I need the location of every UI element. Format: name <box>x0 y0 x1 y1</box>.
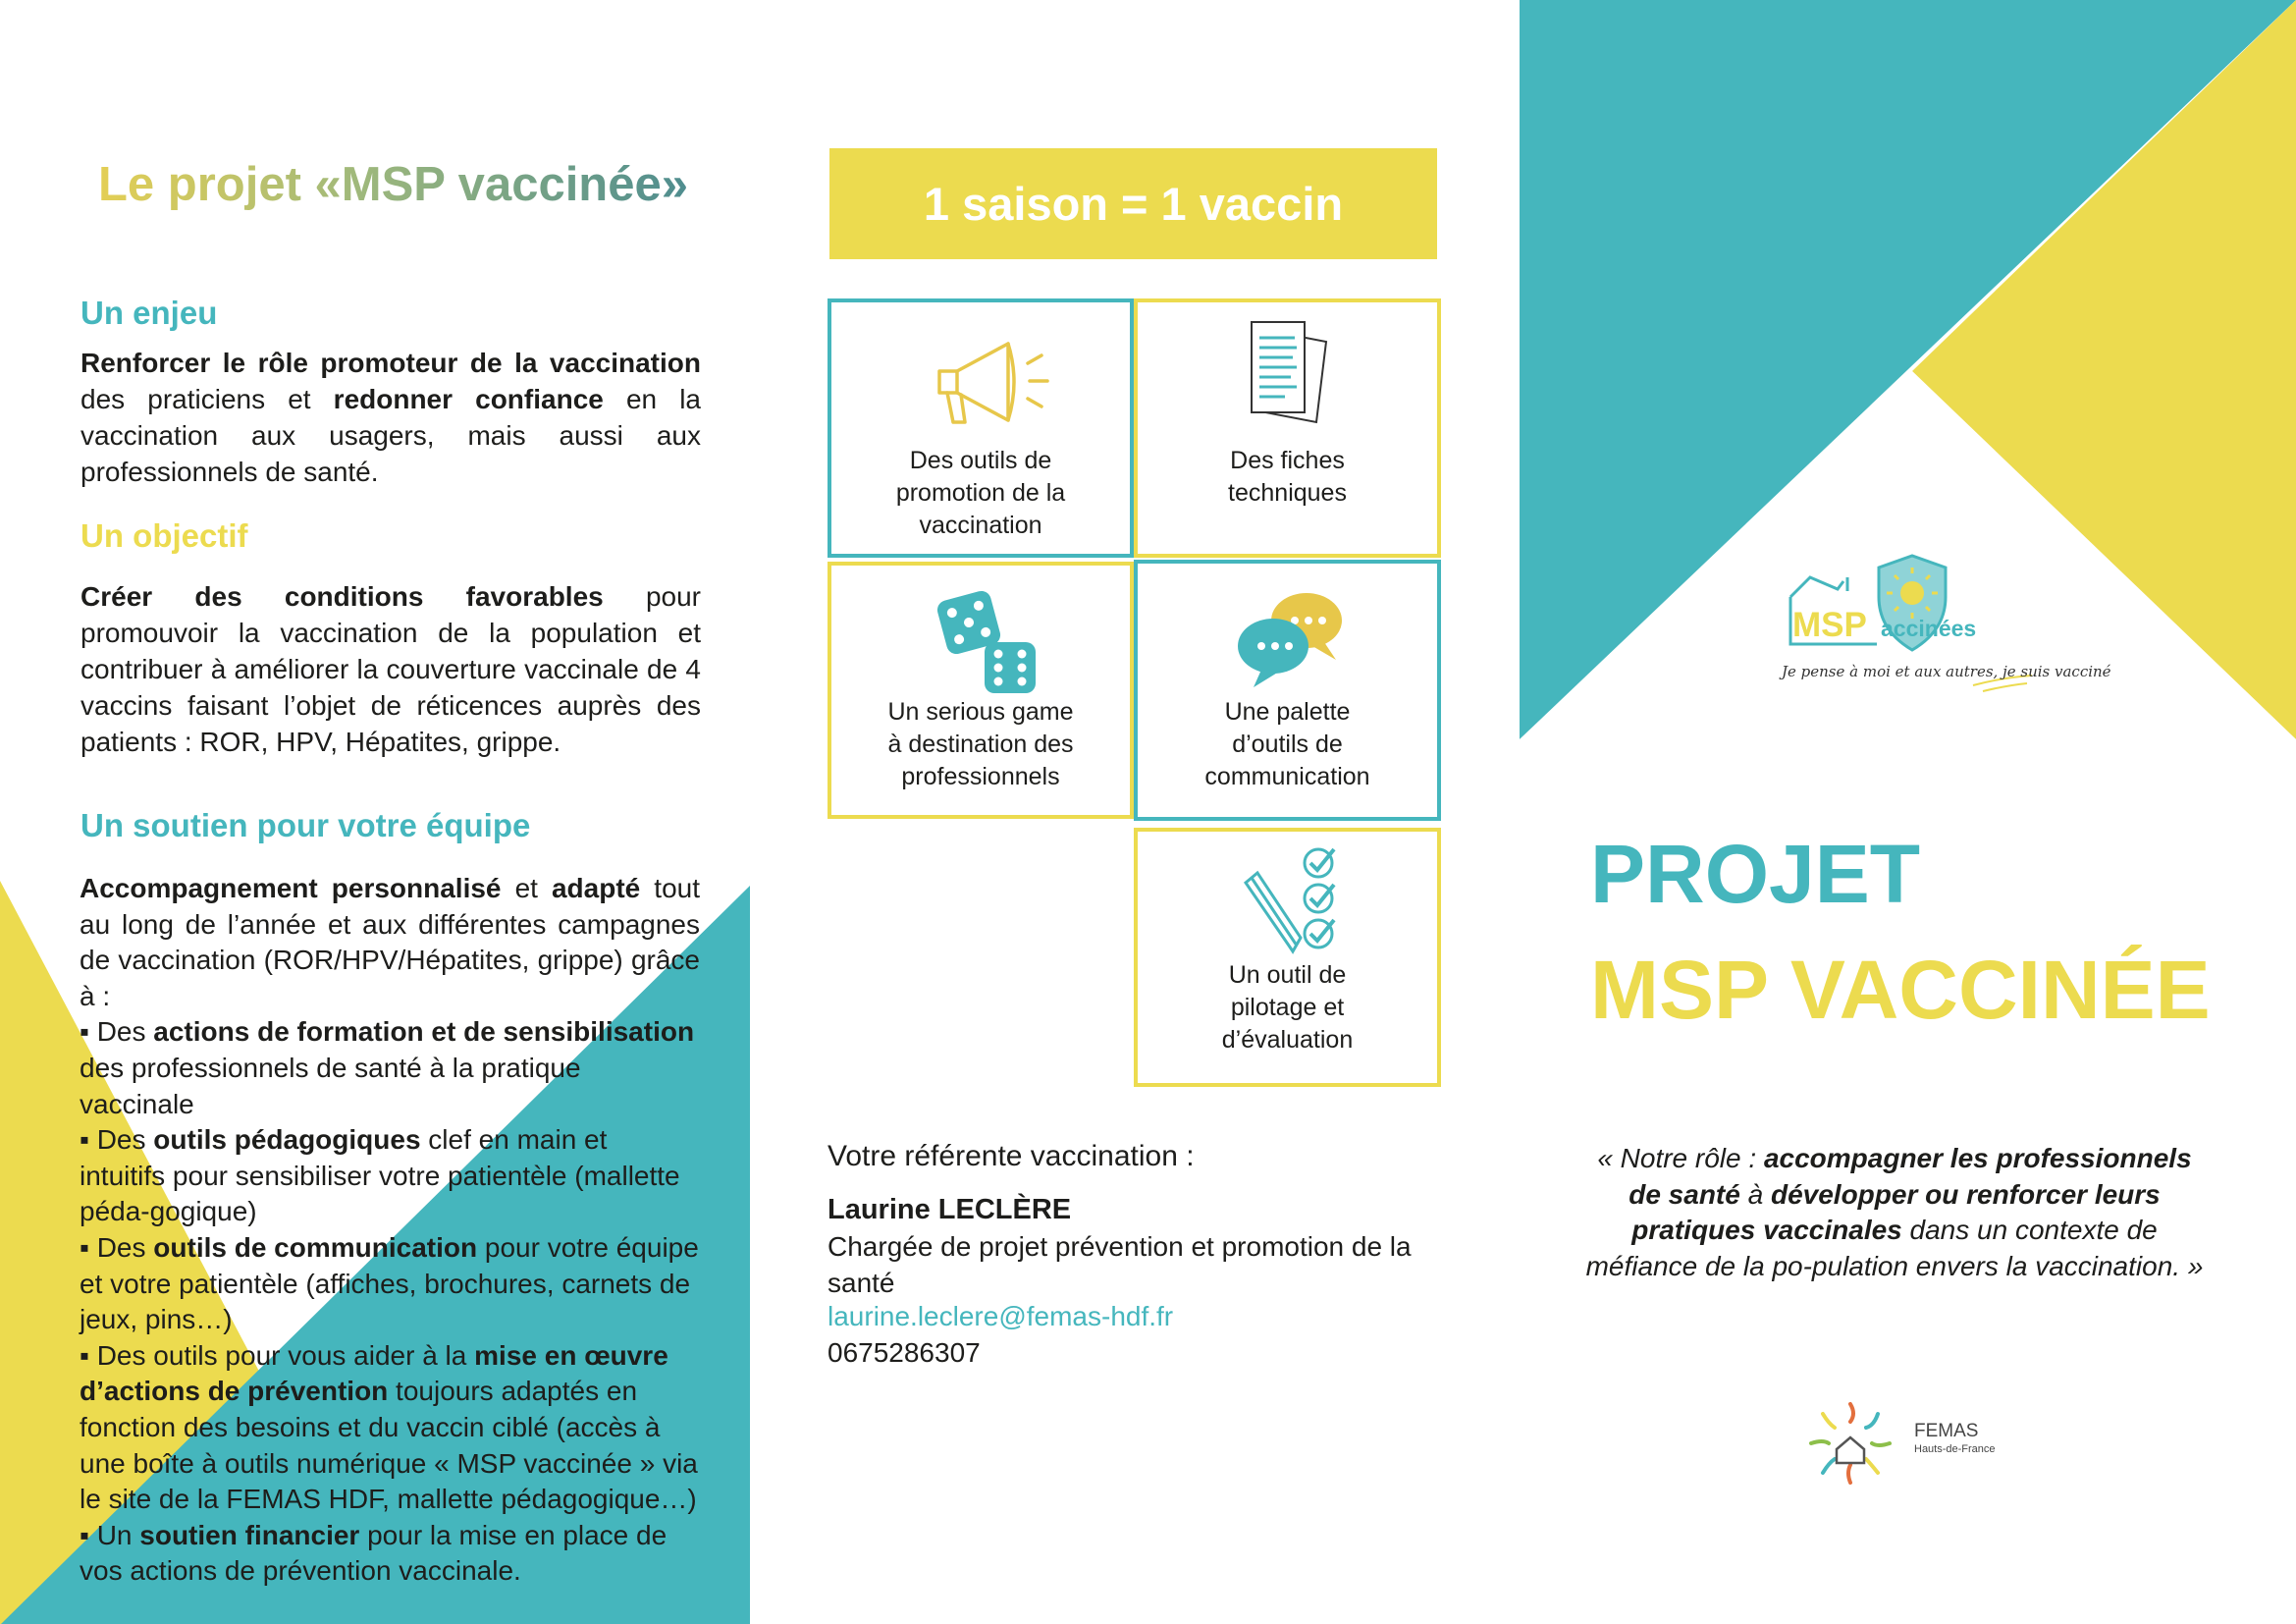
contact-name: Laurine LECLÈRE <box>828 1194 1072 1225</box>
checklist-icon <box>1236 843 1344 961</box>
megaphone-icon <box>930 324 1057 432</box>
objectif-heading: Un objectif <box>80 517 248 554</box>
soutien-item-prevention <box>80 1338 700 1518</box>
item4-prefix: ▪ Des outils pour vous aider à la <box>80 1339 475 1371</box>
role-quote <box>1580 1141 2209 1284</box>
left-title: Le projet «MSP vaccinée» <box>98 158 688 211</box>
tool-caption-fiches <box>1138 445 1437 510</box>
item5-prefix: ▪ Un <box>80 1519 140 1550</box>
contact-role: Chargée de projet prévention et promotion de la santé <box>828 1231 1412 1298</box>
objectif-bold-1: Créer des conditions favorables <box>80 581 604 612</box>
item4-text: toujours adaptés en fonction des besoins et du vaccin ciblé (accès à une boîte à outils numérique « MSP vaccinée » via le site de la FEMAS HDF, mallette pédagogique…) <box>80 1376 698 1515</box>
tool-card-serious-game <box>828 562 1134 819</box>
soutien-intro-bold-2: adapté <box>551 873 641 903</box>
soutien-intro-bold-1: Accompagnement personnalisé <box>80 873 502 903</box>
tool-caption-promotion <box>831 445 1130 542</box>
soutien-item-pedagogie <box>80 1122 700 1230</box>
item5-bold: soutien financier <box>139 1519 360 1550</box>
msp-logo-text: MSP <box>1792 606 1867 644</box>
tool5-line1: Un outil de <box>1228 961 1347 989</box>
femas-logo-subtitle: Hauts-de-France <box>1914 1443 1996 1455</box>
quote-text-2: à <box>1739 1178 1771 1210</box>
soutien-intro-text-2: tout au long de l’année et aux différentes campagnes de vaccination (ROR/HPV/Hépatites, grippe) grâce à : <box>80 873 700 1011</box>
documents-icon <box>1236 314 1344 432</box>
contact-email-link[interactable]: laurine.leclere@femas-hdf.fr <box>828 1301 1174 1331</box>
tool5-line2: pilotage et <box>1230 994 1345 1021</box>
enjeu-bold-2: redonner confiance <box>333 384 604 414</box>
tool-caption-pilotage <box>1138 959 1437 1056</box>
tool4-line2: d’outils de <box>1232 731 1343 758</box>
tool5-line3: d’évaluation <box>1221 1026 1354 1054</box>
tool4-line1: Une palette <box>1224 698 1351 726</box>
item4-bold: mise en œuvre d’actions de prévention <box>80 1339 668 1407</box>
soutien-list <box>80 871 700 1590</box>
item1-text: des professionnels de santé à la pratique vaccinale <box>80 1052 581 1119</box>
tool3-line3: professionnels <box>901 763 1060 790</box>
item1-bold: actions de formation et de sensibilisation <box>153 1016 695 1048</box>
tool-card-fiches <box>1134 298 1441 558</box>
item5-text: pour la mise en place de vos actions de prévention vaccinale. <box>80 1519 667 1587</box>
tool-card-communication <box>1134 560 1441 821</box>
soutien-item-formation <box>80 1014 700 1122</box>
femas-logo-name: FEMAS <box>1914 1421 1979 1441</box>
season-banner: 1 saison = 1 vaccin <box>829 148 1437 259</box>
quote-text-3: dans un contexte de méfiance de la po-pulation envers la vaccination. » <box>1585 1215 2204 1281</box>
main-title-line2: MSP VACCINÉE <box>1590 944 2211 1036</box>
item3-bold: outils de communication <box>153 1231 478 1263</box>
tool2-line2: techniques <box>1228 479 1347 507</box>
tool1-line1: Des outils de <box>909 447 1052 474</box>
quote-bold-2: développer ou renforcer leurs pratiques vaccinales <box>1631 1178 2161 1246</box>
dice-icon <box>930 585 1047 703</box>
main-title-line1: PROJET <box>1590 828 1921 920</box>
item2-prefix: ▪ Des <box>80 1124 154 1156</box>
enjeu-paragraph <box>80 345 701 490</box>
contact-phone: 0675286307 <box>828 1337 981 1368</box>
contact-label: Votre référente vaccination : <box>828 1140 1195 1172</box>
tool3-line2: à destination des <box>887 731 1074 758</box>
enjeu-text-2: en la vaccination aux usagers, mais aussi aux professionnels de santé. <box>80 384 702 487</box>
chat-bubbles-icon <box>1234 585 1352 693</box>
femas-logo-icon <box>1801 1394 1899 1492</box>
item3-text: pour votre équipe et votre patientèle (affiches, brochures, carnets de jeux, pins…) <box>80 1231 699 1335</box>
objectif-text-1: pour promouvoir la vaccination de la population et contribuer à améliorer la couverture vaccinale de 4 vaccins faisant l’objet de réticences auprès des patients : ROR, HPV, Hépatites, grippe. <box>80 581 701 757</box>
soutien-item-financier <box>80 1518 700 1590</box>
quote-bold-1: accompagner les professionnels de santé <box>1629 1143 2192 1210</box>
enjeu-text-1: des praticiens et <box>80 384 334 414</box>
tool-caption-communication <box>1138 696 1437 793</box>
tool-card-promotion <box>828 298 1134 558</box>
msp-logo-tagline: Je pense à moi et aux autres, je suis vacciné <box>1782 663 2111 680</box>
item2-bold: outils pédagogiques <box>153 1124 421 1156</box>
tool1-line2: promotion de la <box>895 479 1066 507</box>
tool3-line1: Un serious game <box>887 698 1074 726</box>
msp-logo-accinees: accinées <box>1881 616 1977 641</box>
soutien-item-communication <box>80 1230 700 1338</box>
item2-text: clef en main et intuitifs pour sensibiliser votre patientèle (mallette péda-gogique) <box>80 1124 680 1227</box>
item3-prefix: ▪ Des <box>80 1231 154 1263</box>
enjeu-heading: Un enjeu <box>80 295 218 331</box>
tool-card-pilotage <box>1134 828 1441 1087</box>
item1-prefix: ▪ Des <box>80 1016 154 1048</box>
tool1-line3: vaccination <box>919 512 1042 539</box>
tool2-line1: Des fiches <box>1230 447 1345 474</box>
soutien-intro-text-1: et <box>501 873 552 903</box>
tool-caption-serious-game <box>831 696 1130 793</box>
enjeu-bold-1: Renforcer le rôle promoteur de la vaccination <box>80 348 701 378</box>
quote-text-1: « Notre rôle : <box>1597 1143 1764 1173</box>
soutien-intro <box>80 871 700 1014</box>
soutien-heading: Un soutien pour votre équipe <box>80 807 531 843</box>
tool4-line3: communication <box>1204 763 1370 790</box>
objectif-paragraph <box>80 578 701 760</box>
